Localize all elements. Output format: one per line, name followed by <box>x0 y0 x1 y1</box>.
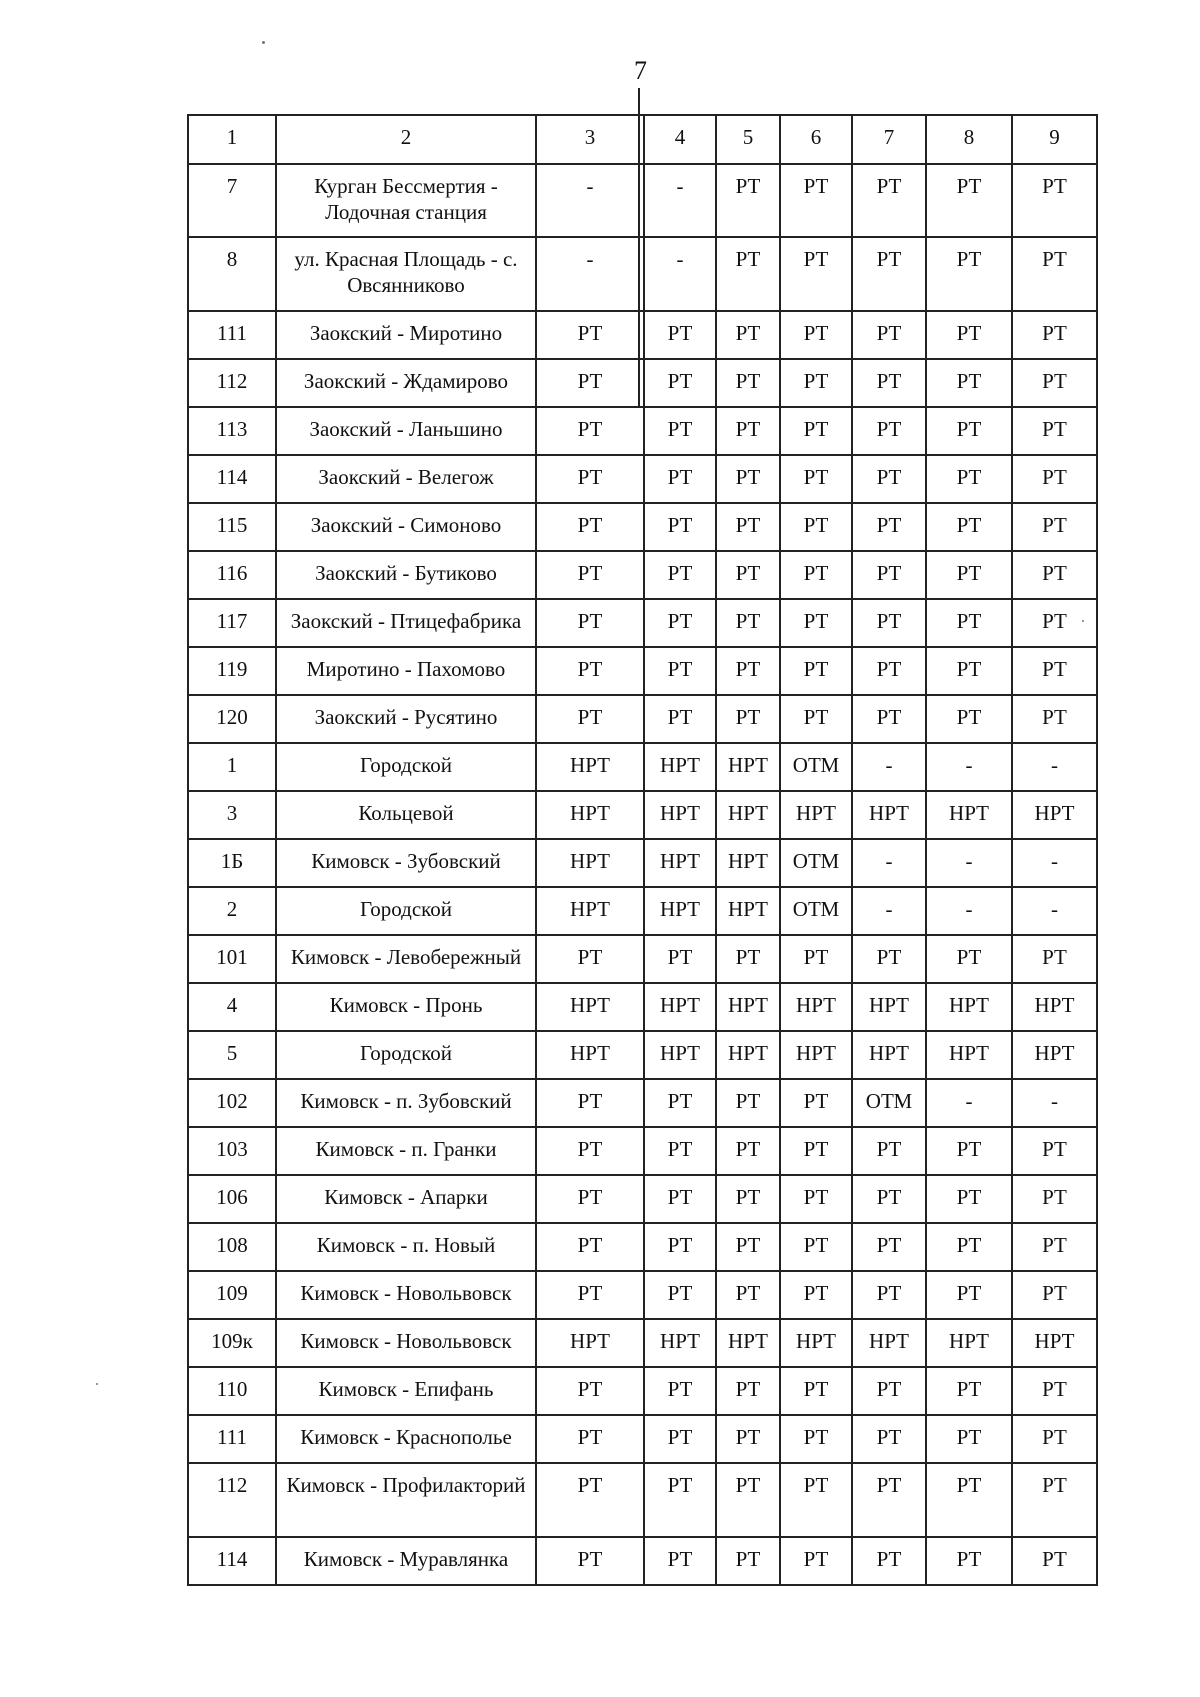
table-row <box>188 791 1097 839</box>
status-cell: РТ <box>780 1463 852 1537</box>
status-cell: РТ <box>780 311 852 359</box>
route-number-cell: 101 <box>188 935 276 983</box>
status-cell: ОТМ <box>780 887 852 935</box>
header-cell: 1 <box>188 115 276 164</box>
routes-table <box>187 114 1098 1586</box>
status-cell: - <box>926 887 1012 935</box>
status-cell: РТ <box>780 599 852 647</box>
status-cell: РТ <box>780 551 852 599</box>
table-row <box>188 551 1097 599</box>
status-cell: - <box>644 164 716 237</box>
status-cell: НРТ <box>536 791 644 839</box>
route-number-cell: 112 <box>188 1463 276 1537</box>
status-cell: РТ <box>1012 1537 1097 1585</box>
status-cell: НРТ <box>780 1031 852 1079</box>
route-name-cell: Кимовск - Новольвовск <box>276 1271 536 1319</box>
route-name-cell: Городской <box>276 1031 536 1079</box>
status-cell: - <box>926 743 1012 791</box>
status-cell: НРТ <box>536 839 644 887</box>
status-cell: РТ <box>1012 164 1097 237</box>
status-cell: РТ <box>716 599 780 647</box>
status-cell: НРТ <box>780 983 852 1031</box>
status-cell: РТ <box>780 647 852 695</box>
status-cell: РТ <box>926 455 1012 503</box>
status-cell: РТ <box>536 551 644 599</box>
status-cell: РТ <box>644 455 716 503</box>
route-name-cell: Кимовск - Муравлянка <box>276 1537 536 1585</box>
route-name-cell: Заокский - Птицефабрика <box>276 599 536 647</box>
table-body <box>188 115 1097 1585</box>
status-cell: - <box>1012 887 1097 935</box>
status-cell: РТ <box>852 503 926 551</box>
status-cell: РТ <box>780 455 852 503</box>
status-cell: РТ <box>1012 503 1097 551</box>
table-row <box>188 1079 1097 1127</box>
header-cell: 8 <box>926 115 1012 164</box>
table-row <box>188 1415 1097 1463</box>
route-number-cell: 112 <box>188 359 276 407</box>
route-name-cell: Заокский - Миротино <box>276 311 536 359</box>
route-number-cell: 7 <box>188 164 276 237</box>
route-name-cell: Кимовск - Пронь <box>276 983 536 1031</box>
table-row <box>188 1031 1097 1079</box>
status-cell: РТ <box>780 1175 852 1223</box>
header-cell: 7 <box>852 115 926 164</box>
status-cell: РТ <box>536 455 644 503</box>
status-cell: РТ <box>716 1463 780 1537</box>
status-cell: РТ <box>716 551 780 599</box>
status-cell: РТ <box>926 935 1012 983</box>
status-cell: РТ <box>1012 1127 1097 1175</box>
status-cell: НРТ <box>1012 1031 1097 1079</box>
status-cell: РТ <box>536 1367 644 1415</box>
status-cell: РТ <box>780 1415 852 1463</box>
status-cell: РТ <box>536 407 644 455</box>
status-cell: РТ <box>716 1175 780 1223</box>
status-cell: - <box>926 839 1012 887</box>
status-cell: РТ <box>644 1367 716 1415</box>
status-cell: НРТ <box>852 791 926 839</box>
status-cell: РТ <box>1012 1271 1097 1319</box>
status-cell: РТ <box>644 695 716 743</box>
status-cell: РТ <box>716 935 780 983</box>
status-cell: РТ <box>852 455 926 503</box>
status-cell: РТ <box>644 1537 716 1585</box>
route-name-cell: Заокский - Велегож <box>276 455 536 503</box>
status-cell: НРТ <box>536 743 644 791</box>
status-cell: НРТ <box>926 1031 1012 1079</box>
status-cell: НРТ <box>1012 983 1097 1031</box>
status-cell: РТ <box>926 164 1012 237</box>
status-cell: РТ <box>644 1271 716 1319</box>
status-cell: РТ <box>780 503 852 551</box>
status-cell: РТ <box>716 503 780 551</box>
status-cell: НРТ <box>716 983 780 1031</box>
route-name-cell: Кимовск - Профилакторий <box>276 1463 536 1537</box>
status-cell: НРТ <box>1012 791 1097 839</box>
status-cell: НРТ <box>644 1319 716 1367</box>
route-name-cell: Заокский - Ланьшино <box>276 407 536 455</box>
status-cell: - <box>536 164 644 237</box>
route-number-cell: 109 <box>188 1271 276 1319</box>
status-cell: РТ <box>926 1367 1012 1415</box>
status-cell: РТ <box>852 551 926 599</box>
status-cell: НРТ <box>852 1031 926 1079</box>
status-cell: РТ <box>644 1415 716 1463</box>
header-cell: 5 <box>716 115 780 164</box>
status-cell: ОТМ <box>852 1079 926 1127</box>
status-cell: РТ <box>1012 237 1097 311</box>
status-cell: РТ <box>536 359 644 407</box>
route-number-cell: 114 <box>188 455 276 503</box>
status-cell: РТ <box>716 359 780 407</box>
status-cell: РТ <box>852 311 926 359</box>
status-cell: РТ <box>536 1463 644 1537</box>
route-name-cell: Кольцевой <box>276 791 536 839</box>
route-name-cell: Курган Бессмертия - Лодочная станция <box>276 164 536 237</box>
route-name-cell: Кимовск - Епифань <box>276 1367 536 1415</box>
status-cell: РТ <box>536 1415 644 1463</box>
status-cell: РТ <box>852 1463 926 1537</box>
route-number-cell: 108 <box>188 1223 276 1271</box>
status-cell: РТ <box>536 1079 644 1127</box>
route-number-cell: 3 <box>188 791 276 839</box>
status-cell: РТ <box>852 599 926 647</box>
status-cell: РТ <box>536 1223 644 1271</box>
route-number-cell: 1 <box>188 743 276 791</box>
status-cell: НРТ <box>716 743 780 791</box>
route-number-cell: 5 <box>188 1031 276 1079</box>
status-cell: РТ <box>852 935 926 983</box>
table-row <box>188 164 1097 237</box>
route-number-cell: 111 <box>188 311 276 359</box>
table-row <box>188 237 1097 311</box>
status-cell: РТ <box>716 1223 780 1271</box>
status-cell: РТ <box>780 1271 852 1319</box>
status-cell: РТ <box>536 695 644 743</box>
route-number-cell: 116 <box>188 551 276 599</box>
status-cell: РТ <box>1012 1367 1097 1415</box>
status-cell: РТ <box>926 647 1012 695</box>
status-cell: РТ <box>1012 935 1097 983</box>
status-cell: РТ <box>926 695 1012 743</box>
route-number-cell: 115 <box>188 503 276 551</box>
status-cell: РТ <box>852 1223 926 1271</box>
status-cell: - <box>1012 743 1097 791</box>
table-row <box>188 1463 1097 1537</box>
status-cell: РТ <box>926 359 1012 407</box>
status-cell: РТ <box>716 311 780 359</box>
status-cell: РТ <box>536 1271 644 1319</box>
route-name-cell: Кимовск - Новольвовск <box>276 1319 536 1367</box>
route-name-cell: Заокский - Бутиково <box>276 551 536 599</box>
status-cell: НРТ <box>716 1319 780 1367</box>
header-cell: 2 <box>276 115 536 164</box>
scan-speck <box>262 41 265 44</box>
status-cell: РТ <box>644 1127 716 1175</box>
status-cell: РТ <box>926 311 1012 359</box>
status-cell: - <box>926 1079 1012 1127</box>
status-cell: РТ <box>1012 1463 1097 1537</box>
status-cell: НРТ <box>926 1319 1012 1367</box>
status-cell: РТ <box>1012 1223 1097 1271</box>
status-cell: - <box>1012 1079 1097 1127</box>
status-cell: РТ <box>1012 599 1097 647</box>
route-name-cell: Городской <box>276 743 536 791</box>
table-row <box>188 359 1097 407</box>
status-cell: РТ <box>716 1271 780 1319</box>
status-cell: РТ <box>780 164 852 237</box>
status-cell: РТ <box>716 455 780 503</box>
status-cell: РТ <box>716 1127 780 1175</box>
route-number-cell: 120 <box>188 695 276 743</box>
status-cell: ОТМ <box>780 743 852 791</box>
status-cell: НРТ <box>536 1031 644 1079</box>
status-cell: РТ <box>1012 455 1097 503</box>
table-row <box>188 887 1097 935</box>
status-cell: РТ <box>780 935 852 983</box>
status-cell: РТ <box>1012 1175 1097 1223</box>
status-cell: РТ <box>1012 311 1097 359</box>
route-number-cell: 110 <box>188 1367 276 1415</box>
status-cell: РТ <box>852 407 926 455</box>
status-cell: РТ <box>926 599 1012 647</box>
status-cell: НРТ <box>716 887 780 935</box>
status-cell: РТ <box>644 1223 716 1271</box>
status-cell: НРТ <box>644 791 716 839</box>
status-cell: РТ <box>716 1367 780 1415</box>
status-cell: РТ <box>780 1537 852 1585</box>
status-cell: РТ <box>926 1463 1012 1537</box>
table-row <box>188 503 1097 551</box>
route-name-cell: Кимовск - Зубовский <box>276 839 536 887</box>
status-cell: РТ <box>926 1537 1012 1585</box>
status-cell: РТ <box>852 1367 926 1415</box>
status-cell: РТ <box>852 1127 926 1175</box>
status-cell: НРТ <box>644 887 716 935</box>
status-cell: РТ <box>852 1415 926 1463</box>
status-cell: НРТ <box>644 743 716 791</box>
status-cell: РТ <box>926 407 1012 455</box>
status-cell: РТ <box>852 237 926 311</box>
header-cell: 6 <box>780 115 852 164</box>
route-number-cell: 117 <box>188 599 276 647</box>
route-number-cell: 4 <box>188 983 276 1031</box>
scan-speck <box>96 1383 98 1385</box>
status-cell: РТ <box>716 164 780 237</box>
status-cell: НРТ <box>852 983 926 1031</box>
status-cell: РТ <box>716 695 780 743</box>
route-number-cell: 1Б <box>188 839 276 887</box>
route-number-cell: 114 <box>188 1537 276 1585</box>
status-cell: РТ <box>926 1271 1012 1319</box>
status-cell: РТ <box>780 237 852 311</box>
route-name-cell: Кимовск - п. Гранки <box>276 1127 536 1175</box>
status-cell: РТ <box>852 695 926 743</box>
table-row <box>188 1271 1097 1319</box>
status-cell: ОТМ <box>780 839 852 887</box>
status-cell: РТ <box>926 551 1012 599</box>
route-name-cell: Заокский - Ждамирово <box>276 359 536 407</box>
status-cell: РТ <box>536 1175 644 1223</box>
route-number-cell: 119 <box>188 647 276 695</box>
route-name-cell: ул. Красная Площадь - с. Овсянниково <box>276 237 536 311</box>
route-number-cell: 8 <box>188 237 276 311</box>
status-cell: РТ <box>536 599 644 647</box>
status-cell: РТ <box>1012 407 1097 455</box>
status-cell: РТ <box>926 1175 1012 1223</box>
status-cell: РТ <box>780 1127 852 1175</box>
table-row <box>188 647 1097 695</box>
status-cell: РТ <box>644 599 716 647</box>
status-cell: РТ <box>852 1537 926 1585</box>
status-cell: РТ <box>536 1537 644 1585</box>
status-cell: РТ <box>716 647 780 695</box>
status-cell: РТ <box>536 503 644 551</box>
status-cell: РТ <box>852 359 926 407</box>
route-number-cell: 106 <box>188 1175 276 1223</box>
status-cell: РТ <box>716 237 780 311</box>
route-name-cell: Кимовск - п. Новый <box>276 1223 536 1271</box>
status-cell: РТ <box>1012 1415 1097 1463</box>
table-row <box>188 1537 1097 1585</box>
table-row <box>188 935 1097 983</box>
table-row <box>188 1175 1097 1223</box>
status-cell: - <box>644 237 716 311</box>
route-name-cell: Кимовск - Краснополье <box>276 1415 536 1463</box>
route-name-cell: Кимовск - Апарки <box>276 1175 536 1223</box>
route-name-cell: Кимовск - п. Зубовский <box>276 1079 536 1127</box>
status-cell: РТ <box>926 1223 1012 1271</box>
table-row <box>188 695 1097 743</box>
status-cell: НРТ <box>536 1319 644 1367</box>
header-row <box>188 115 1097 164</box>
status-cell: РТ <box>780 1079 852 1127</box>
status-cell: РТ <box>536 1127 644 1175</box>
table-row <box>188 407 1097 455</box>
status-cell: РТ <box>536 935 644 983</box>
status-cell: РТ <box>536 311 644 359</box>
status-cell: НРТ <box>852 1319 926 1367</box>
route-number-cell: 2 <box>188 887 276 935</box>
status-cell: РТ <box>1012 647 1097 695</box>
status-cell: - <box>852 743 926 791</box>
route-name-cell: Городской <box>276 887 536 935</box>
header-cell: 4 <box>644 115 716 164</box>
status-cell: РТ <box>852 1271 926 1319</box>
status-cell: РТ <box>644 1175 716 1223</box>
status-cell: РТ <box>852 1175 926 1223</box>
status-cell: РТ <box>852 647 926 695</box>
route-number-cell: 109к <box>188 1319 276 1367</box>
table-row <box>188 1127 1097 1175</box>
header-cell: 3 <box>536 115 644 164</box>
status-cell: НРТ <box>644 1031 716 1079</box>
status-cell: НРТ <box>926 791 1012 839</box>
status-cell: РТ <box>644 1079 716 1127</box>
table-row <box>188 1223 1097 1271</box>
table-row <box>188 1319 1097 1367</box>
status-cell: НРТ <box>716 839 780 887</box>
status-cell: РТ <box>926 237 1012 311</box>
page-number: 7 <box>634 56 647 85</box>
status-cell: РТ <box>1012 551 1097 599</box>
status-cell: РТ <box>644 551 716 599</box>
status-cell: РТ <box>780 695 852 743</box>
table-row <box>188 743 1097 791</box>
status-cell: РТ <box>1012 695 1097 743</box>
status-cell: - <box>536 237 644 311</box>
route-number-cell: 111 <box>188 1415 276 1463</box>
status-cell: РТ <box>644 1463 716 1537</box>
table-row <box>188 1367 1097 1415</box>
status-cell: НРТ <box>780 791 852 839</box>
status-cell: РТ <box>780 359 852 407</box>
status-cell: РТ <box>926 1127 1012 1175</box>
status-cell: РТ <box>716 407 780 455</box>
table-row <box>188 599 1097 647</box>
table-row <box>188 983 1097 1031</box>
status-cell: РТ <box>926 1415 1012 1463</box>
status-cell: РТ <box>852 164 926 237</box>
route-name-cell: Заокский - Симоново <box>276 503 536 551</box>
status-cell: НРТ <box>644 839 716 887</box>
status-cell: РТ <box>644 935 716 983</box>
route-number-cell: 102 <box>188 1079 276 1127</box>
route-name-cell: Миротино - Пахомово <box>276 647 536 695</box>
header-cell: 9 <box>1012 115 1097 164</box>
status-cell: РТ <box>716 1537 780 1585</box>
status-cell: РТ <box>536 647 644 695</box>
route-number-cell: 113 <box>188 407 276 455</box>
status-cell: РТ <box>1012 359 1097 407</box>
status-cell: НРТ <box>536 887 644 935</box>
status-cell: - <box>1012 839 1097 887</box>
status-cell: РТ <box>644 407 716 455</box>
route-name-cell: Кимовск - Левобережный <box>276 935 536 983</box>
status-cell: РТ <box>644 359 716 407</box>
table-row <box>188 455 1097 503</box>
status-cell: НРТ <box>716 1031 780 1079</box>
status-cell: - <box>852 839 926 887</box>
status-cell: РТ <box>926 503 1012 551</box>
status-cell: НРТ <box>780 1319 852 1367</box>
status-cell: НРТ <box>536 983 644 1031</box>
status-cell: РТ <box>780 1367 852 1415</box>
status-cell: РТ <box>780 407 852 455</box>
status-cell: РТ <box>644 503 716 551</box>
status-cell: НРТ <box>926 983 1012 1031</box>
table-row <box>188 839 1097 887</box>
route-number-cell: 103 <box>188 1127 276 1175</box>
status-cell: РТ <box>644 311 716 359</box>
status-cell: НРТ <box>1012 1319 1097 1367</box>
status-cell: - <box>852 887 926 935</box>
status-cell: РТ <box>716 1415 780 1463</box>
status-cell: РТ <box>716 1079 780 1127</box>
status-cell: РТ <box>780 1223 852 1271</box>
table-row <box>188 311 1097 359</box>
status-cell: НРТ <box>644 983 716 1031</box>
route-name-cell: Заокский - Русятино <box>276 695 536 743</box>
status-cell: РТ <box>644 647 716 695</box>
status-cell: НРТ <box>716 791 780 839</box>
